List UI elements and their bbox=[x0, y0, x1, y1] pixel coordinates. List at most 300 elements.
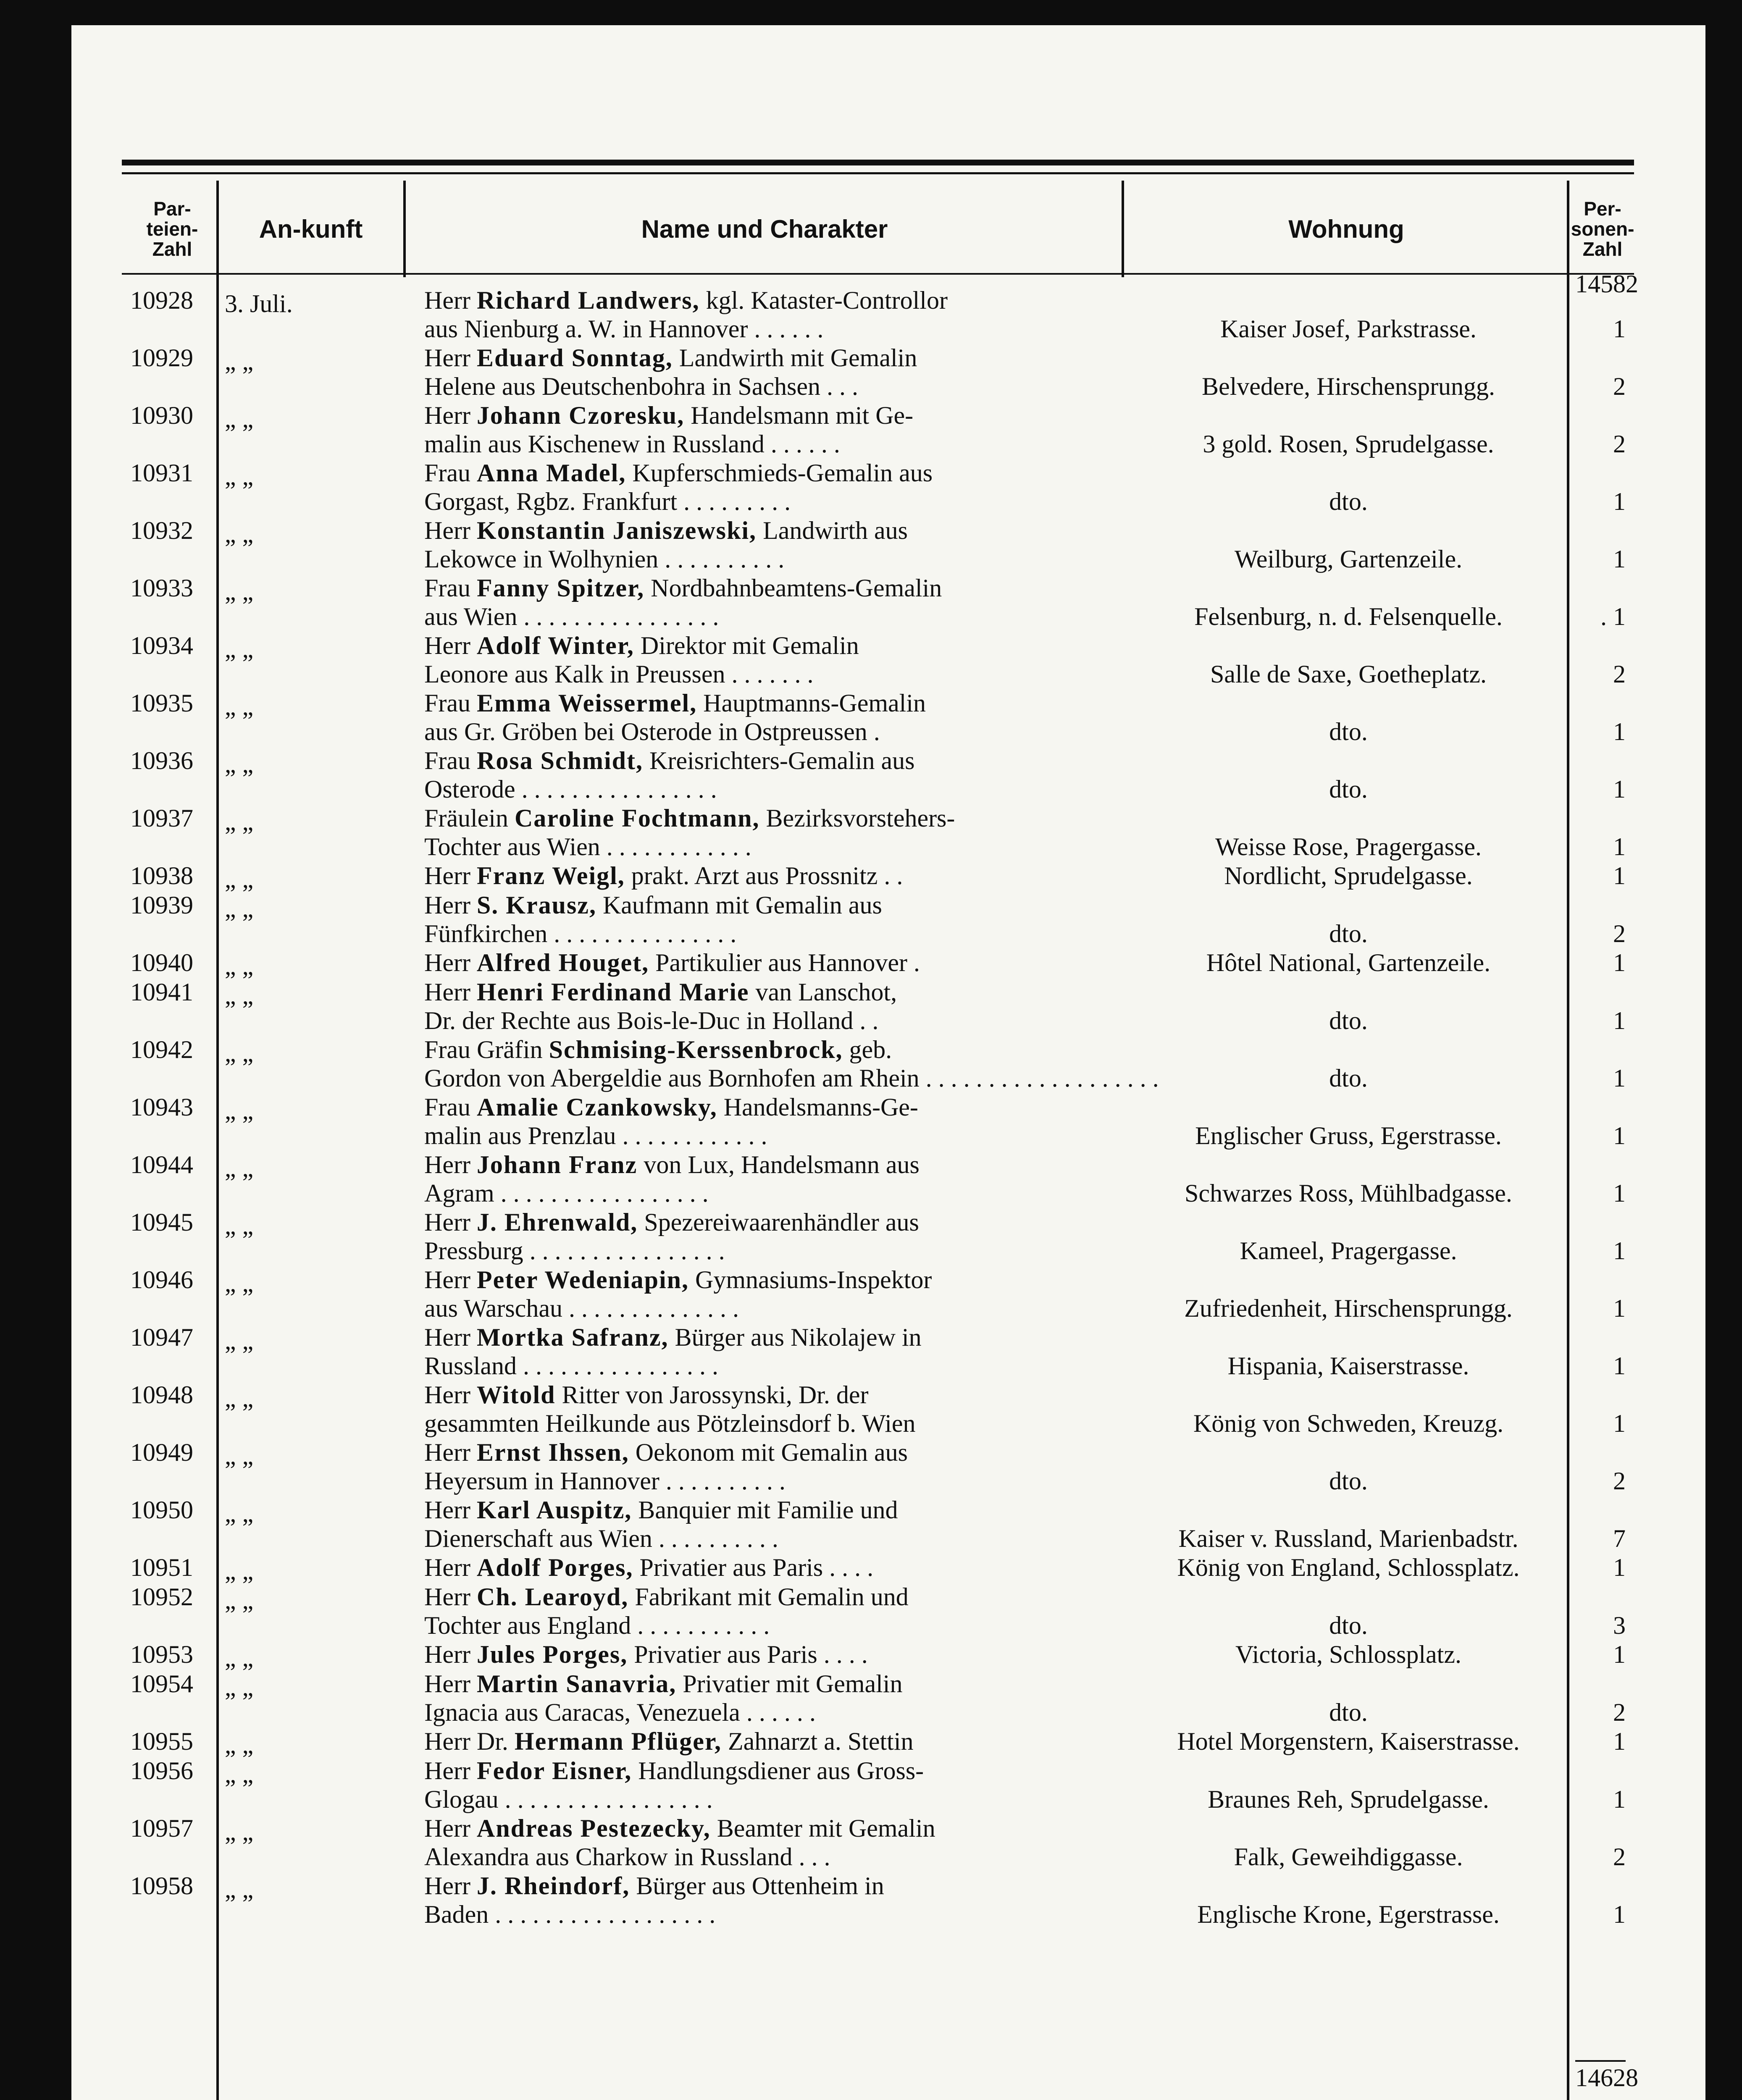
table-row bbox=[122, 1555, 1634, 1584]
arrival-date: „ „ bbox=[225, 1097, 254, 1124]
parteien-number: 10934 bbox=[130, 632, 193, 659]
table-row bbox=[122, 1758, 1634, 1816]
guest-description: Kupferschmieds-Gemalin aus bbox=[626, 459, 933, 487]
guest-name: Caroline Fochtmann, bbox=[514, 804, 760, 832]
entry-line-1 bbox=[424, 1438, 908, 1467]
persons-count: 2 bbox=[1613, 430, 1626, 458]
persons-count: 1 bbox=[1613, 1179, 1626, 1207]
arrival-date: „ „ bbox=[225, 520, 254, 548]
entry-line-2: Tochter aus Wien . . . . . . . . . . . . bbox=[424, 833, 751, 861]
guest-description: Zahnarzt a. Stettin bbox=[722, 1727, 914, 1755]
lodging: Zufriedenheit, Hirschensprungg. bbox=[1184, 1294, 1513, 1322]
table-row bbox=[122, 1584, 1634, 1642]
honorific: Fräulein bbox=[424, 804, 508, 832]
parteien-number: 10950 bbox=[130, 1496, 193, 1524]
parteien-number: 10940 bbox=[130, 949, 193, 976]
table-row bbox=[122, 979, 1634, 1037]
entry-line-1 bbox=[424, 1093, 918, 1122]
parteien-number: 10943 bbox=[130, 1093, 193, 1121]
arrival-date: „ „ bbox=[225, 952, 254, 980]
parteien-number: 10928 bbox=[130, 286, 193, 314]
honorific: Frau bbox=[424, 459, 470, 487]
honorific: Herr bbox=[424, 632, 470, 659]
entry-line-2: aus Warschau . . . . . . . . . . . . . . bbox=[424, 1294, 739, 1322]
table-row bbox=[122, 460, 1634, 518]
lodging: Salle de Saxe, Goetheplatz. bbox=[1210, 660, 1487, 688]
table-row bbox=[122, 403, 1634, 460]
table-row bbox=[122, 1729, 1634, 1758]
guest-description: Bezirksvorstehers- bbox=[759, 804, 955, 832]
parteien-number: 10955 bbox=[130, 1727, 193, 1755]
guest-name: Mortka Safranz, bbox=[476, 1323, 669, 1351]
arrival-date: „ „ bbox=[225, 1586, 254, 1614]
persons-count: 1 bbox=[1613, 488, 1626, 515]
honorific: Frau bbox=[424, 574, 470, 602]
honorific: Herr bbox=[424, 1151, 470, 1179]
guest-name: Amalie Czankowsky, bbox=[476, 1093, 717, 1121]
guest-description: Bürger aus Nikolajew in bbox=[668, 1323, 922, 1351]
entry-line-2: Leonore aus Kalk in Preussen . . . . . . . bbox=[424, 660, 814, 688]
entry-line-1 bbox=[424, 1756, 924, 1785]
honorific: Herr bbox=[424, 344, 470, 372]
guest-description: Oekonom mit Gemalin aus bbox=[629, 1438, 908, 1466]
arrival-date: „ „ bbox=[225, 693, 254, 720]
lodging: Kaiser v. Russland, Marienbadstr. bbox=[1178, 1525, 1519, 1552]
persons-count: 1 bbox=[1613, 1122, 1626, 1150]
honorific: Herr bbox=[424, 1554, 470, 1581]
guest-name: Alfred Houget, bbox=[476, 949, 649, 976]
entry-line-1 bbox=[424, 1323, 922, 1352]
parteien-number: 10933 bbox=[130, 574, 193, 602]
guest-description: Hauptmanns-Gemalin bbox=[697, 689, 926, 717]
column-divider bbox=[1122, 181, 1124, 277]
parteien-number: 10954 bbox=[130, 1670, 193, 1698]
parteien-number: 10936 bbox=[130, 747, 193, 774]
entry-line-1 bbox=[424, 1150, 920, 1179]
arrival-date: „ „ bbox=[225, 635, 254, 663]
entry-line-1 bbox=[424, 516, 908, 545]
persons-count: 1 bbox=[1613, 833, 1626, 861]
entry-line-2: Heyersum in Hannover . . . . . . . . . . bbox=[424, 1467, 786, 1495]
parteien-number: 10931 bbox=[130, 459, 193, 487]
guest-description: Landwirth mit Gemalin bbox=[673, 344, 917, 372]
entry-line-2: aus Gr. Gröben bei Osterode in Ostpreussen . bbox=[424, 718, 880, 746]
entry-line-2: Lekowce in Wolhynien . . . . . . . . . . bbox=[424, 545, 785, 573]
persons-count: 2 bbox=[1613, 660, 1626, 688]
entry-line-2: Dienerschaft aus Wien . . . . . . . . . . bbox=[424, 1525, 778, 1552]
arrival-date: „ „ bbox=[225, 347, 254, 375]
guest-name: Anna Madel, bbox=[476, 459, 626, 487]
entry-line-2: malin aus Kischenew in Russland . . . . . . bbox=[424, 430, 840, 458]
lodging: Nordlicht, Sprudelgasse. bbox=[1224, 862, 1473, 890]
guest-name: J. Rheindorf, bbox=[476, 1872, 630, 1900]
parteien-number: 10939 bbox=[130, 891, 193, 919]
guest-description: Spezereiwaarenhändler aus bbox=[638, 1208, 919, 1236]
arrival-date: „ „ bbox=[225, 1499, 254, 1527]
guest-description: Privatier aus Paris . . . . bbox=[633, 1554, 874, 1581]
arrival-date: „ „ bbox=[225, 1384, 254, 1412]
lodging: dto. bbox=[1329, 488, 1368, 515]
guest-description: Kaufmann mit Gemalin aus bbox=[596, 891, 882, 919]
table-row bbox=[122, 518, 1634, 575]
parteien-number: 10947 bbox=[130, 1323, 193, 1351]
lodging: Weilburg, Gartenzeile. bbox=[1234, 545, 1463, 573]
arrival-date: „ „ bbox=[225, 1760, 254, 1788]
arrival-date: „ „ bbox=[225, 808, 254, 835]
parteien-number: 10951 bbox=[130, 1554, 193, 1581]
persons-count: 1 bbox=[1613, 1410, 1626, 1437]
parteien-number: 10946 bbox=[130, 1266, 193, 1294]
parteien-number: 10957 bbox=[130, 1814, 193, 1842]
entry-line-1 bbox=[424, 1265, 932, 1294]
table-row bbox=[122, 633, 1634, 690]
arrival-date: „ „ bbox=[225, 982, 254, 1009]
guest-name: Martin Sanavria, bbox=[476, 1670, 677, 1698]
entry-line-2: Alexandra aus Charkow in Russland . . . bbox=[424, 1843, 830, 1871]
guest-description: Bürger aus Ottenheim in bbox=[630, 1872, 884, 1900]
table-row bbox=[122, 950, 1634, 979]
parteien-number: 10930 bbox=[130, 402, 193, 429]
header-bottom-rule bbox=[122, 273, 1634, 275]
entry-line-2: aus Wien . . . . . . . . . . . . . . . . bbox=[424, 603, 719, 630]
honorific: Herr bbox=[424, 1323, 470, 1351]
arrival-date: „ „ bbox=[225, 1269, 254, 1297]
entry-line-1 bbox=[424, 1381, 868, 1410]
lodging: Belvedere, Hirschensprungg. bbox=[1201, 373, 1495, 400]
table-row bbox=[122, 1152, 1634, 1210]
entry-line-2: malin aus Prenzlau . . . . . . . . . . . . bbox=[424, 1122, 767, 1150]
lodging: Braunes Reh, Sprudelgasse. bbox=[1208, 1785, 1489, 1813]
entry-line-2: Dr. der Rechte aus Bois-le-Duc in Holland . . bbox=[424, 1007, 879, 1034]
guest-name: Johann Franz bbox=[476, 1151, 638, 1179]
parteien-number: 10929 bbox=[130, 344, 193, 372]
guest-name: Franz Weigl, bbox=[476, 862, 625, 890]
entry-line-1 bbox=[424, 689, 926, 718]
table-row bbox=[122, 1440, 1634, 1497]
lodging: Englische Krone, Egerstrasse. bbox=[1197, 1900, 1500, 1928]
lodging: Hispania, Kaiserstrasse. bbox=[1227, 1352, 1469, 1380]
honorific: Herr Dr. bbox=[424, 1727, 508, 1755]
guest-name: Adolf Winter, bbox=[476, 632, 634, 659]
guest-name: Konstantin Janiszewski, bbox=[476, 517, 757, 544]
arrival-date: „ „ bbox=[225, 462, 254, 490]
table-row bbox=[122, 690, 1634, 748]
carry-over-total: 14582 bbox=[1575, 270, 1638, 298]
entry-line-1 bbox=[424, 1553, 873, 1582]
entry-line-1 bbox=[424, 891, 882, 920]
lodging: König von England, Schlossplatz. bbox=[1177, 1554, 1520, 1581]
lodging: dto. bbox=[1329, 1467, 1368, 1495]
table-row bbox=[122, 1037, 1634, 1095]
honorific: Herr bbox=[424, 1814, 470, 1842]
lodging: Victoria, Schlossplatz. bbox=[1235, 1641, 1461, 1668]
persons-count: 1 bbox=[1613, 1352, 1626, 1380]
entry-line-2: aus Nienburg a. W. in Hannover . . . . . . bbox=[424, 315, 824, 343]
table-row bbox=[122, 748, 1634, 806]
lodging: dto. bbox=[1329, 1007, 1368, 1034]
honorific: Herr bbox=[424, 1266, 470, 1294]
honorific: Frau bbox=[424, 689, 470, 717]
entry-line-1 bbox=[424, 948, 920, 977]
guest-name: Fanny Spitzer, bbox=[476, 574, 645, 602]
entry-line-1 bbox=[424, 631, 859, 660]
guest-description: Gymnasiums-Inspektor bbox=[689, 1266, 932, 1294]
lodging: dto. bbox=[1329, 718, 1368, 746]
honorific: Herr bbox=[424, 1757, 470, 1785]
entry-line-1 bbox=[424, 459, 933, 488]
guest-name: Rosa Schmidt, bbox=[476, 747, 644, 774]
guest-description: Direktor mit Gemalin bbox=[634, 632, 859, 659]
persons-count: 7 bbox=[1613, 1525, 1626, 1552]
header-wohnung: Wohnung bbox=[1288, 215, 1404, 243]
register-table bbox=[122, 160, 1638, 2100]
entry-line-1 bbox=[424, 401, 913, 430]
guest-name: Andreas Pestezecky, bbox=[476, 1814, 711, 1842]
persons-count: . 1 bbox=[1600, 603, 1626, 630]
header-name-und-charakter: Name und Charakter bbox=[641, 215, 888, 243]
guest-description: Kreisrichters-Gemalin aus bbox=[643, 747, 915, 774]
guest-description: kgl. Kataster-Controllor bbox=[699, 286, 948, 314]
table-row bbox=[122, 1671, 1634, 1729]
persons-count: 1 bbox=[1613, 862, 1626, 890]
guest-description: Partikulier aus Hannover . bbox=[649, 949, 920, 976]
entry-line-1 bbox=[424, 746, 914, 775]
table-row bbox=[122, 1382, 1634, 1440]
parteien-number: 10958 bbox=[130, 1872, 193, 1900]
arrival-date: „ „ bbox=[225, 1557, 254, 1585]
entry-line-2: Pressburg . . . . . . . . . . . . . . . . bbox=[424, 1237, 725, 1265]
lodging: Kaiser Josef, Parkstrasse. bbox=[1220, 315, 1477, 343]
guest-name: Ch. Learoyd, bbox=[476, 1583, 629, 1611]
parteien-number: 10945 bbox=[130, 1208, 193, 1236]
guest-name: Emma Weissermel, bbox=[476, 689, 697, 717]
persons-count: 1 bbox=[1613, 1064, 1626, 1092]
guest-description: Handlungsdiener aus Gross- bbox=[632, 1757, 924, 1785]
persons-count: 2 bbox=[1613, 373, 1626, 400]
persons-count: 1 bbox=[1613, 949, 1626, 976]
parteien-number: 10952 bbox=[130, 1583, 193, 1611]
arrival-date: „ „ bbox=[225, 865, 254, 893]
table-row bbox=[122, 575, 1634, 633]
persons-count: 1 bbox=[1613, 1554, 1626, 1581]
entry-list bbox=[122, 288, 1634, 1931]
entry-line-1 bbox=[424, 1583, 909, 1612]
table-row bbox=[122, 288, 1634, 345]
arrival-date: „ „ bbox=[225, 1154, 254, 1182]
guest-description: Landwirth aus bbox=[757, 517, 908, 544]
table-row bbox=[122, 806, 1634, 863]
table-row bbox=[122, 1095, 1634, 1152]
guest-name: Henri Ferdinand Marie bbox=[476, 978, 749, 1006]
persons-count: 1 bbox=[1613, 1294, 1626, 1322]
arrival-date: „ „ bbox=[225, 895, 254, 922]
guest-name: Karl Auspitz, bbox=[476, 1496, 632, 1524]
table-row bbox=[122, 1325, 1634, 1382]
guest-description: Nordbahnbeamtens-Gemalin bbox=[644, 574, 942, 602]
entry-line-1 bbox=[424, 861, 903, 890]
entry-line-1 bbox=[424, 804, 955, 833]
entry-line-2: Baden . . . . . . . . . . . . . . . . . . bbox=[424, 1900, 716, 1928]
persons-count: 1 bbox=[1613, 1641, 1626, 1668]
page-total: 14628 bbox=[1575, 2060, 1626, 2092]
table-row bbox=[122, 1873, 1634, 1931]
guest-name: Richard Landwers, bbox=[476, 286, 700, 314]
guest-description: Handelsmann mit Ge- bbox=[684, 402, 914, 429]
table-row bbox=[122, 1816, 1634, 1873]
honorific: Herr bbox=[424, 1496, 470, 1524]
lodging: Englischer Gruss, Egerstrasse. bbox=[1195, 1122, 1502, 1150]
persons-count: 1 bbox=[1613, 1237, 1626, 1265]
guest-name: Witold bbox=[476, 1381, 556, 1409]
honorific: Herr bbox=[424, 1641, 470, 1668]
table-row bbox=[122, 1497, 1634, 1555]
entry-line-2: Osterode . . . . . . . . . . . . . . . . bbox=[424, 775, 717, 803]
parteien-number: 10942 bbox=[130, 1036, 193, 1063]
lodging: Falk, Geweihdiggasse. bbox=[1234, 1843, 1463, 1871]
arrival-date: „ „ bbox=[225, 1039, 254, 1067]
entry-line-2: Gorgast, Rgbz. Frankfurt . . . . . . . . . bbox=[424, 488, 791, 515]
entry-line-1 bbox=[424, 286, 948, 315]
persons-count: 1 bbox=[1613, 1727, 1626, 1755]
lodging: Schwarzes Ross, Mühlbadgasse. bbox=[1185, 1179, 1512, 1207]
entry-line-2: Russland . . . . . . . . . . . . . . . . bbox=[424, 1352, 719, 1380]
persons-count: 2 bbox=[1613, 920, 1626, 948]
guest-description: geb. bbox=[843, 1036, 892, 1063]
arrival-date: „ „ bbox=[225, 1442, 254, 1470]
persons-count: 1 bbox=[1613, 1900, 1626, 1928]
arrival-date: „ „ bbox=[225, 1644, 254, 1672]
honorific: Frau bbox=[424, 1093, 470, 1121]
guest-name: Johann Czoresku, bbox=[476, 402, 685, 429]
parteien-number: 10956 bbox=[130, 1757, 193, 1785]
guest-description: Fabrikant mit Gemalin und bbox=[628, 1583, 909, 1611]
guest-name: J. Ehrenwald, bbox=[476, 1208, 638, 1236]
guest-description: Privatier aus Paris . . . . bbox=[628, 1641, 868, 1668]
guest-description: Beamter mit Gemalin bbox=[710, 1814, 935, 1842]
table-row bbox=[122, 1642, 1634, 1671]
guest-name: Peter Wedeniapin, bbox=[476, 1266, 689, 1294]
persons-count: 1 bbox=[1613, 545, 1626, 573]
guest-name: Jules Porges, bbox=[476, 1641, 628, 1668]
honorific: Herr bbox=[424, 978, 470, 1006]
arrival-date: „ „ bbox=[225, 750, 254, 778]
table-row bbox=[122, 892, 1634, 950]
entry-line-2: Agram . . . . . . . . . . . . . . . . . bbox=[424, 1179, 709, 1207]
parteien-number: 10948 bbox=[130, 1381, 193, 1409]
honorific: Herr bbox=[424, 891, 470, 919]
guest-name: Ernst Ihssen, bbox=[476, 1438, 629, 1466]
guest-name: S. Krausz, bbox=[476, 891, 596, 919]
arrival-date: „ „ bbox=[225, 1327, 254, 1354]
honorific: Herr bbox=[424, 517, 470, 544]
honorific: Herr bbox=[424, 1670, 470, 1698]
parteien-number: 10938 bbox=[130, 862, 193, 890]
table-row bbox=[122, 1267, 1634, 1325]
persons-count: 1 bbox=[1613, 775, 1626, 803]
entry-line-1 bbox=[424, 1496, 898, 1525]
lodging: Hôtel National, Gartenzeile. bbox=[1206, 949, 1491, 976]
guest-name: Schmising-Kerssenbrock, bbox=[549, 1036, 843, 1063]
entry-line-1 bbox=[424, 574, 942, 603]
arrival-date: „ „ bbox=[225, 578, 254, 605]
parteien-number: 10953 bbox=[130, 1641, 193, 1668]
parteien-number: 10937 bbox=[130, 804, 193, 832]
lodging: Felsenburg, n. d. Felsenquelle. bbox=[1194, 603, 1503, 630]
entry-line-2: Glogau . . . . . . . . . . . . . . . . . bbox=[424, 1785, 713, 1813]
arrival-date: 3. Juli. bbox=[225, 290, 293, 318]
entry-line-2: Gordon von Abergeldie aus Bornhofen am Rhein . . . . . . . . . . . . . . . . . . . bbox=[424, 1064, 1159, 1092]
guest-description: van Lanschot, bbox=[749, 978, 897, 1006]
honorific: Herr bbox=[424, 1208, 470, 1236]
guest-description: von Lux, Handelsmann aus bbox=[637, 1151, 920, 1179]
entry-line-1 bbox=[424, 978, 897, 1007]
guest-description: Banquier mit Familie und bbox=[632, 1496, 898, 1524]
persons-count: 2 bbox=[1613, 1467, 1626, 1495]
lodging: dto. bbox=[1329, 1064, 1368, 1092]
entry-line-2: Fünfkirchen . . . . . . . . . . . . . . . bbox=[424, 920, 737, 948]
persons-count: 1 bbox=[1613, 1785, 1626, 1813]
parteien-number: 10944 bbox=[130, 1151, 193, 1179]
guest-description: Handelsmanns-Ge- bbox=[717, 1093, 918, 1121]
parteien-number: 10932 bbox=[130, 517, 193, 544]
entry-line-1 bbox=[424, 1208, 919, 1237]
entry-line-1 bbox=[424, 1035, 892, 1064]
arrival-date: „ „ bbox=[225, 405, 254, 433]
guest-name: Eduard Sonntag, bbox=[476, 344, 673, 372]
lodging: dto. bbox=[1329, 1612, 1368, 1639]
header-ankunft: An-kunft bbox=[259, 215, 363, 243]
column-divider bbox=[403, 181, 406, 277]
honorific: Frau Gräfin bbox=[424, 1036, 543, 1063]
top-rule bbox=[122, 160, 1634, 165]
honorific: Herr bbox=[424, 286, 470, 314]
honorific: Frau bbox=[424, 747, 470, 774]
table-row bbox=[122, 863, 1634, 892]
arrival-date: „ „ bbox=[225, 1673, 254, 1701]
entry-line-2: Tochter aus England . . . . . . . . . . . bbox=[424, 1612, 770, 1639]
header-personen-zahl: Per-sonen-Zahl bbox=[1571, 197, 1634, 260]
lodging: Hotel Morgenstern, Kaiserstrasse. bbox=[1177, 1727, 1520, 1755]
lodging: dto. bbox=[1329, 920, 1368, 948]
entry-line-1 bbox=[424, 1814, 935, 1843]
honorific: Herr bbox=[424, 1872, 470, 1900]
entry-line-1 bbox=[424, 1872, 884, 1900]
entry-line-2: Helene aus Deutschenbohra in Sachsen . . . bbox=[424, 373, 859, 400]
persons-count: 3 bbox=[1613, 1612, 1626, 1639]
parteien-number: 10935 bbox=[130, 689, 193, 717]
entry-line-2: Ignacia aus Caracas, Venezuela . . . . . . bbox=[424, 1698, 816, 1726]
guest-name: Adolf Porges, bbox=[476, 1554, 633, 1581]
header-parteien-zahl: Par-teien-Zahl bbox=[146, 197, 198, 260]
table-row bbox=[122, 345, 1634, 403]
persons-count: 1 bbox=[1613, 718, 1626, 746]
guest-description: Privatier mit Gemalin bbox=[676, 1670, 903, 1698]
persons-count: 1 bbox=[1613, 1007, 1626, 1034]
persons-count: 2 bbox=[1613, 1698, 1626, 1726]
lodging: dto. bbox=[1329, 1698, 1368, 1726]
entry-line-1 bbox=[424, 1727, 914, 1756]
lodging: dto. bbox=[1329, 775, 1368, 803]
lodging: Weisse Rose, Pragergasse. bbox=[1215, 833, 1482, 861]
honorific: Herr bbox=[424, 1381, 470, 1409]
arrival-date: „ „ bbox=[225, 1731, 254, 1759]
entry-line-1 bbox=[424, 1670, 902, 1698]
honorific: Herr bbox=[424, 1438, 470, 1466]
lodging: Kameel, Pragergasse. bbox=[1240, 1237, 1457, 1265]
arrival-date: „ „ bbox=[225, 1818, 254, 1845]
persons-count: 1 bbox=[1613, 315, 1626, 343]
guest-name: Hermann Pflüger, bbox=[514, 1727, 722, 1755]
